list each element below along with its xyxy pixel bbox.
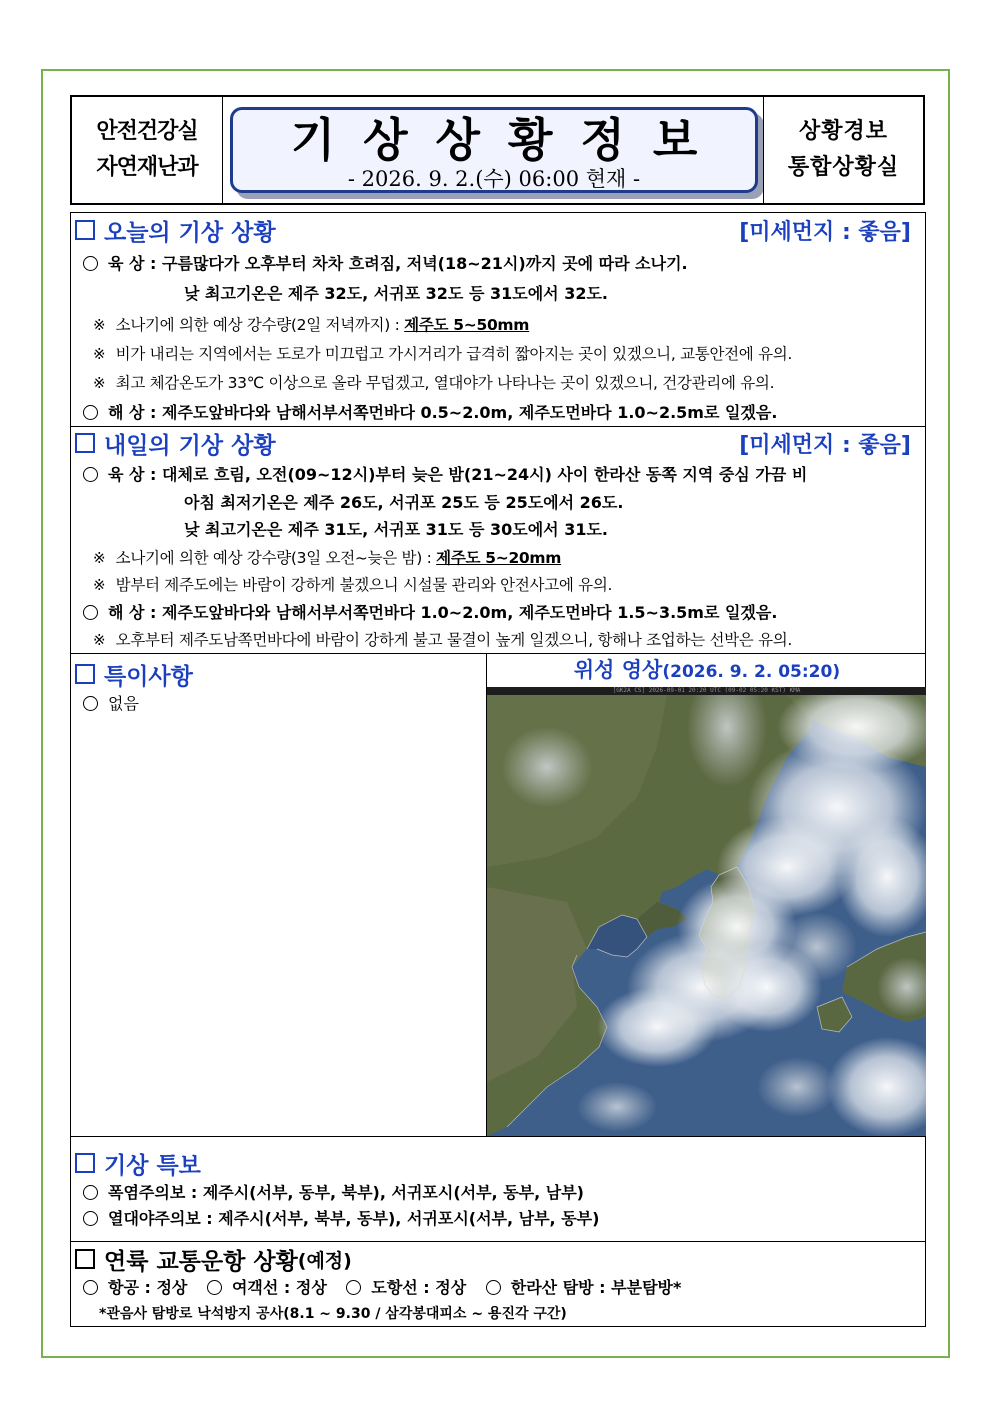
department-line2: 자연재난과 — [96, 155, 198, 180]
checkbox-square-icon — [75, 1249, 95, 1269]
checkbox-square-icon — [75, 664, 95, 684]
tomorrow-sea: 해 상 : 제주도앞바다와 남해서부서쪽먼바다 1.0~2.0m, 제주도먼바다 1.5~3.5m로 일겠음. — [83, 602, 777, 624]
traffic-heading: 연륙 교통운항 상황 (예정) — [75, 1244, 352, 1274]
today-sea: 해 상 : 제주도앞바다와 남해서부서쪽먼바다 0.5~2.0m, 제주도먼바다 1.0~2.5m로 일겠음. — [83, 402, 777, 424]
traffic-ferry: 여객선 : 정상 — [231, 1278, 327, 1297]
today-note-heat: ※ 최고 체감온도가 33℃ 이상으로 올라 무덥겠고, 열대야가 나타나는 곳이 있겠으니, 건강관리에 유의. — [93, 374, 775, 392]
checkbox-square-icon — [75, 433, 95, 453]
traffic-status — [83, 1277, 681, 1299]
circle-bullet-icon — [83, 605, 98, 620]
circle-bullet-icon — [83, 696, 98, 711]
satellite-image — [487, 687, 926, 1136]
today-land-temp: 낮 최고기온은 제주 32도, 서귀포 32도 등 31도에서 32도. — [184, 284, 608, 303]
reference-mark-icon: ※ — [93, 549, 106, 567]
traffic-air: 항공 : 정상 — [108, 1278, 188, 1297]
today-heading: 오늘의 기상 상황 — [75, 215, 276, 245]
reference-mark-icon: ※ — [93, 345, 106, 363]
office-line1: 상황경보 — [798, 119, 888, 144]
circle-bullet-icon — [207, 1280, 222, 1295]
traffic-hallasan: 한라산 탐방 : 부분탐방* — [510, 1278, 682, 1297]
satellite-map-graphic — [487, 687, 926, 1136]
reference-mark-icon: ※ — [93, 374, 106, 392]
today-dust: [미세먼지 : 좋음] — [739, 219, 911, 245]
circle-bullet-icon — [346, 1280, 361, 1295]
header — [70, 95, 925, 205]
circle-bullet-icon — [83, 467, 98, 482]
circle-bullet-icon — [83, 1211, 98, 1226]
warning-heat: 폭염주의보 : 제주시(서부, 동부, 북부), 서귀포시(서부, 동부, 남부) — [83, 1182, 584, 1204]
reference-mark-icon: ※ — [93, 576, 106, 594]
reference-mark-icon: ※ — [93, 631, 106, 649]
circle-bullet-icon — [83, 1185, 98, 1200]
tomorrow-land-max: 낮 최고기온은 제주 31도, 서귀포 31도 등 30도에서 31도. — [184, 520, 608, 539]
main-content — [70, 212, 926, 1327]
checkbox-square-icon — [75, 1153, 95, 1173]
special-heading: 특이사항 — [75, 659, 193, 689]
department-label — [72, 97, 223, 203]
circle-bullet-icon — [83, 1280, 98, 1295]
department-line1: 안전건강실 — [96, 119, 198, 144]
tomorrow-land: 육 상 : 대체로 흐림, 오전(09~12시)부터 늦은 밤(21~24시) 사이 한라산 동쪽 지역 중심 가끔 비 — [83, 464, 807, 486]
page-subtitle: - 2026. 9. 2.(수) 06:00 현재 - — [347, 167, 641, 191]
circle-bullet-icon — [83, 256, 98, 271]
warning-heading: 기상 특보 — [75, 1148, 201, 1178]
today-land: 육 상 : 구름많다가 오후부터 차차 흐려짐, 저녁(18~21시)까지 곳에 따라 소나기. — [83, 253, 688, 275]
satellite-caption: [GK2A CS] 2026-09-01 20:20 UTC (09-02 05:20 KST) KMA — [487, 687, 926, 695]
office-line2: 통합상황실 — [787, 155, 900, 180]
satellite-title: 위성 영상(2026. 9. 2. 05:20) — [573, 658, 841, 682]
tomorrow-note-wind: ※ 밤부터 제주도에는 바람이 강하게 불겠으니 시설물 관리와 안전사고에 유의. — [93, 576, 613, 594]
title-box — [230, 107, 758, 193]
warning-tropical-night: 열대야주의보 : 제주시(서부, 북부, 동부), 서귀포시(서부, 남부, 동부) — [83, 1208, 599, 1230]
tomorrow-dust: [미세먼지 : 좋음] — [739, 432, 911, 458]
today-note-rain: ※ 소나기에 의한 예상 강수량(2일 저녁까지) : 제주도 5~50mm — [93, 316, 530, 334]
tomorrow-land-min: 아침 최저기온은 제주 26도, 서귀포 25도 등 25도에서 26도. — [184, 493, 624, 512]
office-label — [763, 97, 923, 203]
today-note-road: ※ 비가 내리는 지역에서는 도로가 미끄럽고 가시거리가 급격히 짧아지는 곳이 있겠으니, 교통안전에 유의. — [93, 345, 793, 363]
special-item: 없음 — [83, 693, 139, 715]
tomorrow-note-rain: ※ 소나기에 의한 예상 강수량(3일 오전~늦은 밤) : 제주도 5~20mm — [93, 549, 562, 567]
checkbox-square-icon — [75, 220, 95, 240]
reference-mark-icon: ※ — [93, 316, 106, 334]
circle-bullet-icon — [83, 405, 98, 420]
traffic-island-ferry: 도항선 : 정상 — [371, 1278, 467, 1297]
tomorrow-heading: 내일의 기상 상황 — [75, 428, 276, 458]
circle-bullet-icon — [486, 1280, 501, 1295]
traffic-footnote: *관음사 탐방로 낙석방지 공사(8.1 ~ 9.30 / 삼각봉대피소 ~ 용진각 구간) — [99, 1306, 567, 1322]
tomorrow-note-sea: ※ 오후부터 제주도남쪽먼바다에 바람이 강하게 불고 물결이 높게 일겠으니, 항해나 조업하는 선박은 유의. — [93, 631, 793, 649]
page-title: 기상상황정보 — [290, 113, 726, 167]
